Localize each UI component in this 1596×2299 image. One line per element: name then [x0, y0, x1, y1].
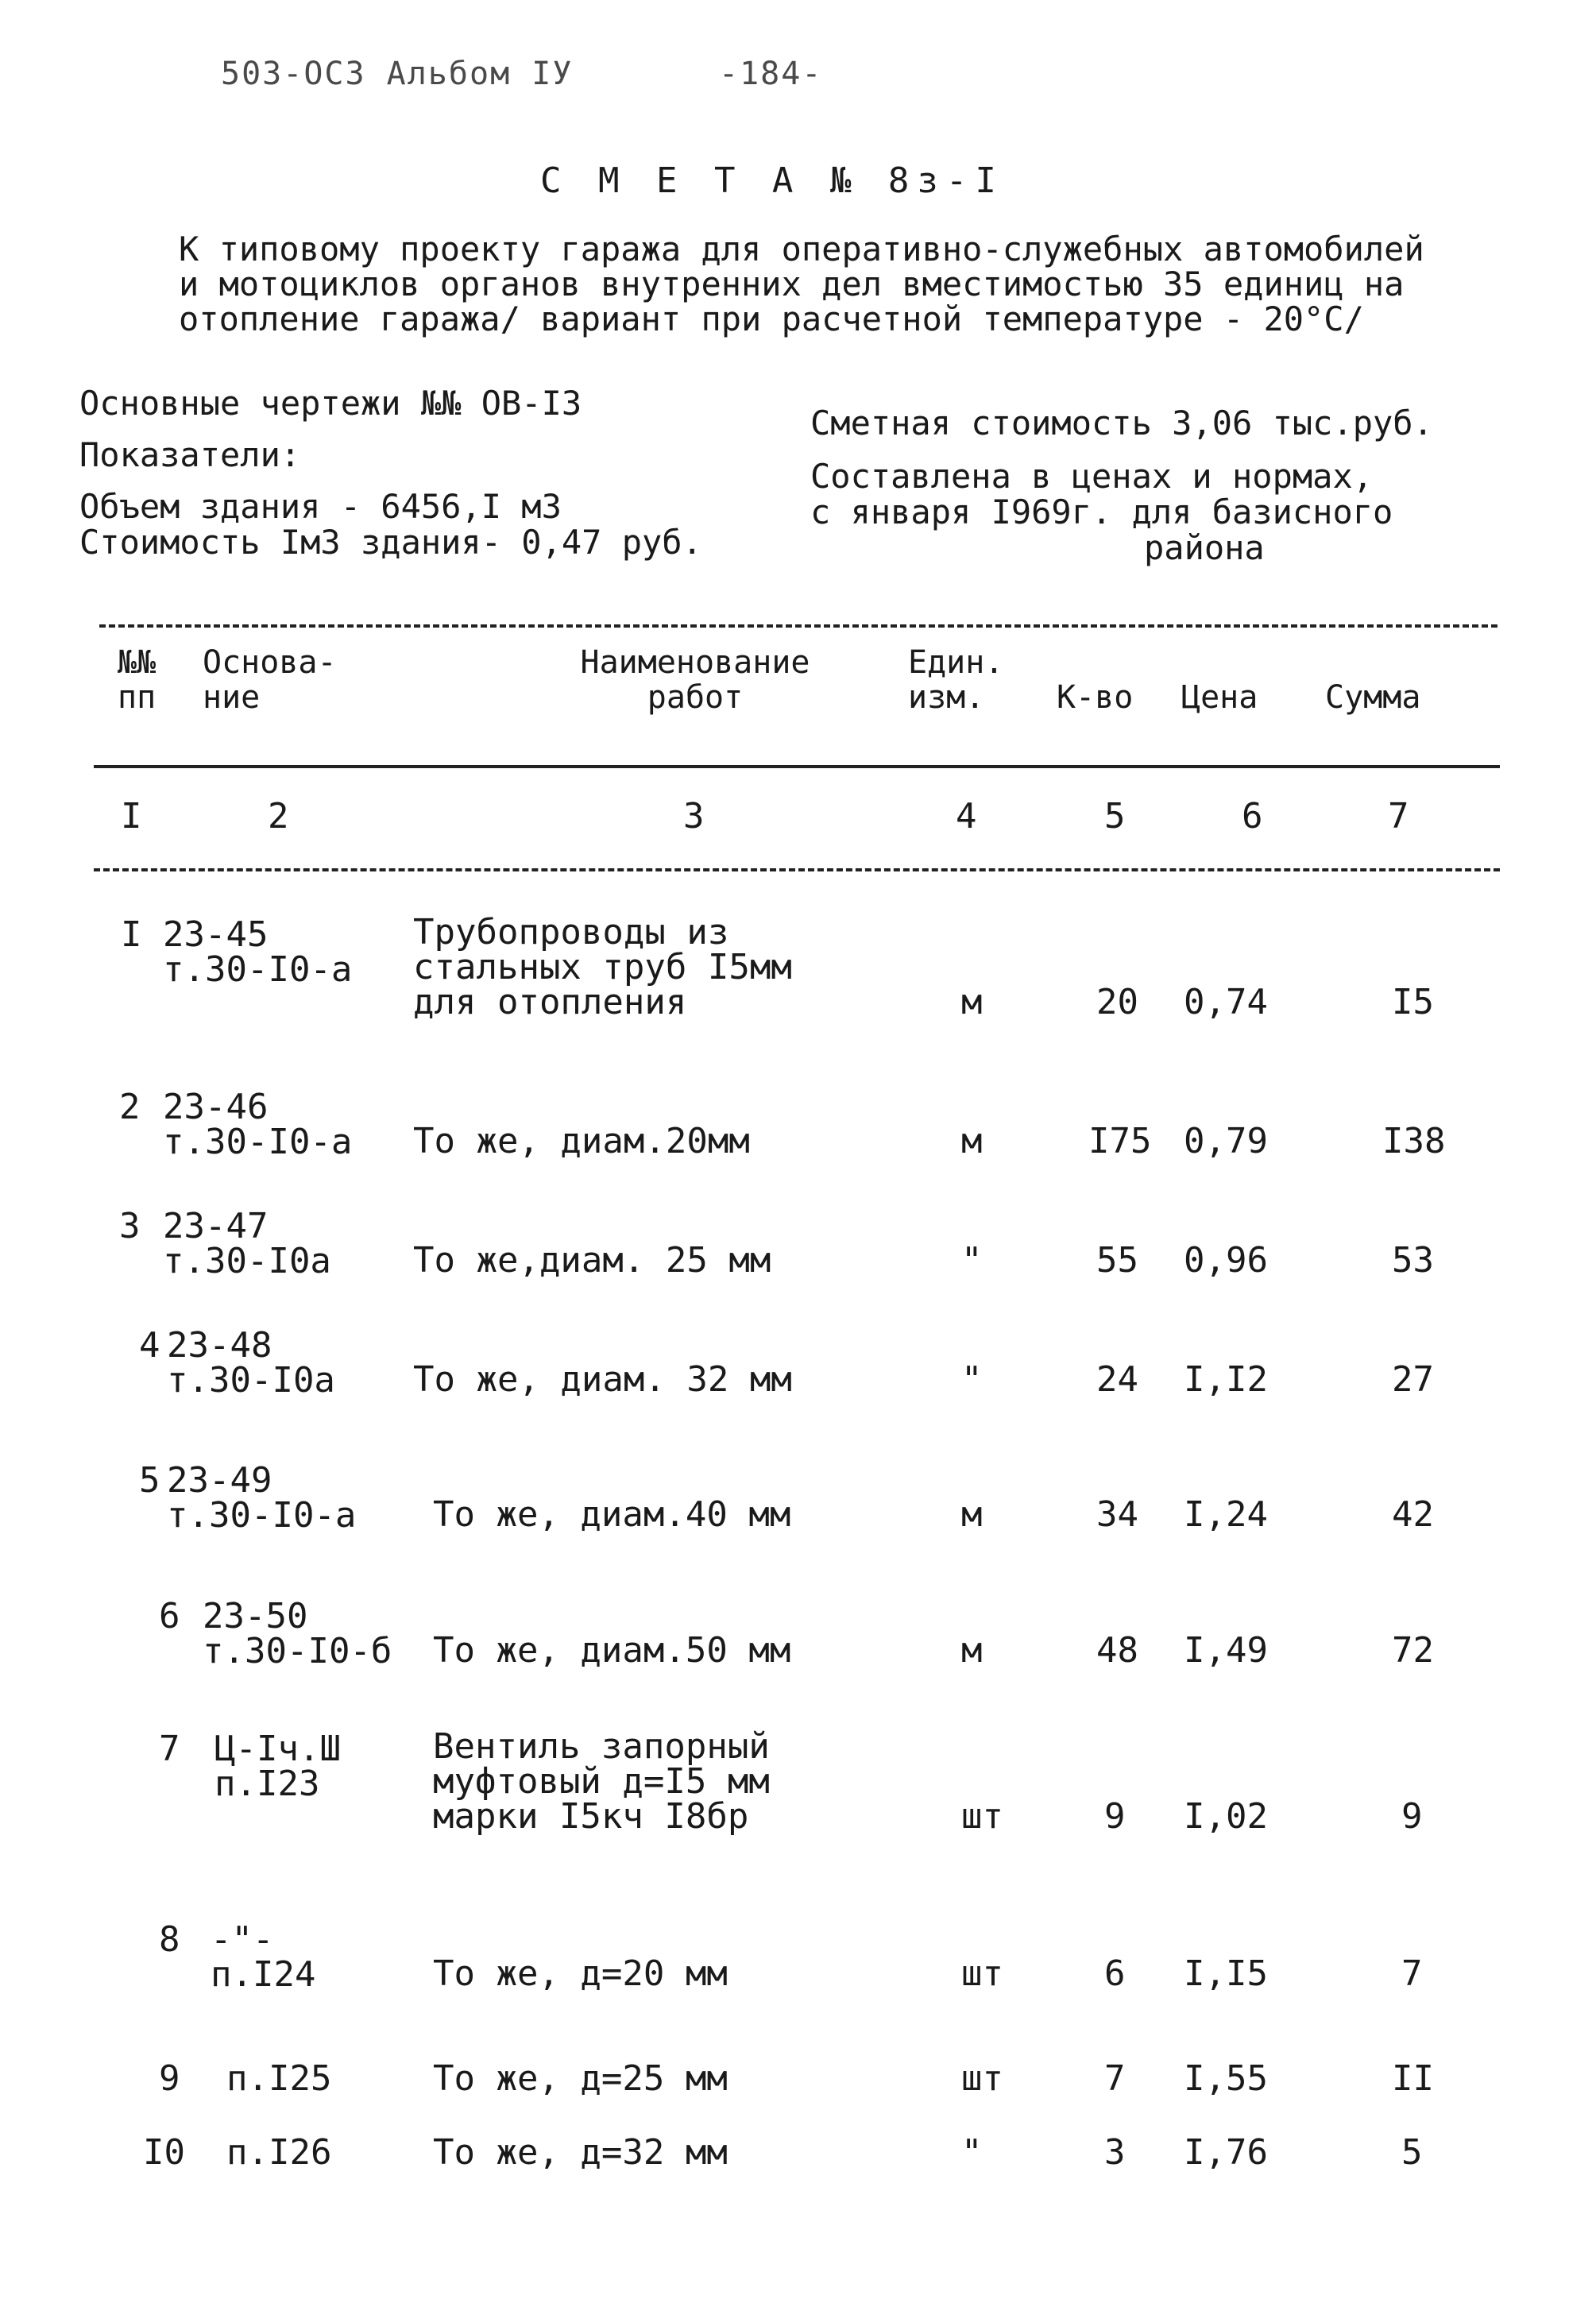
header-name: Наименование работ: [580, 644, 810, 716]
row-basis: 23-49 т.30-I0-а: [167, 1460, 357, 1536]
row-unit: ": [961, 2132, 983, 2173]
row-sum: I38: [1382, 1121, 1446, 1161]
row-unit: шт: [961, 1796, 1003, 1837]
row-sum: II: [1392, 2058, 1434, 2099]
row-name: То же,диам. 25 мм: [413, 1240, 771, 1281]
row-sum: 27: [1392, 1359, 1434, 1400]
row-basis: 23-45 т.30-I0-а: [163, 914, 353, 990]
row-qty: 9: [1104, 1796, 1126, 1837]
row-unit: шт: [961, 1953, 1003, 1994]
row-name: Вентиль запорный муфтовый д=I5 мм марки I5кч I8бр: [433, 1726, 770, 1837]
row-sum: 7: [1401, 1953, 1423, 1994]
page-title: С М Е Т А № 8з-I: [540, 160, 1004, 201]
row-qty: 20: [1096, 982, 1138, 1022]
col-number: 6: [1242, 796, 1263, 837]
header-sum: Сумма: [1325, 679, 1421, 716]
top-note: 503-ОСЗ Альбом IУ: [221, 56, 574, 92]
row-price: I,49: [1184, 1630, 1268, 1671]
cost-per-m3: Стоимость Iм3 здания- 0,47 руб.: [79, 523, 702, 562]
row-qty: 55: [1096, 1240, 1138, 1281]
row-basis: 23-50 т.30-I0-б: [203, 1596, 392, 1671]
row-number: 8: [159, 1919, 180, 1960]
row-basis: 23-47 т.30-I0а: [163, 1206, 331, 1281]
estimated-cost: Сметная стоимость 3,06 тыс.руб.: [810, 404, 1433, 442]
row-name: То же, диам.50 мм: [433, 1630, 791, 1671]
row-number: 7: [159, 1729, 180, 1769]
row-price: 0,74: [1184, 982, 1268, 1022]
building-volume: Объем здания - 6456,I м3: [79, 487, 562, 526]
row-qty: 6: [1104, 1953, 1126, 1994]
row-price: I,24: [1184, 1494, 1268, 1535]
row-number: 2: [119, 1087, 141, 1127]
col-numbers-rule: [94, 868, 1500, 871]
row-number: 5: [139, 1460, 160, 1501]
col-number: 3: [683, 796, 705, 837]
table-top-rule: [99, 624, 1497, 628]
col-number: 5: [1104, 796, 1126, 837]
row-qty: 34: [1096, 1494, 1138, 1535]
row-name: То же, д=32 мм: [433, 2132, 728, 2173]
row-basis: Ц-Iч.Ш п.I23: [214, 1729, 341, 1804]
row-number: 6: [159, 1596, 180, 1636]
row-price: 0,96: [1184, 1240, 1268, 1281]
row-name: Трубопроводы из стальных труб I5мм для отопления: [413, 912, 792, 1022]
row-sum: 5: [1401, 2132, 1423, 2173]
subtitle: К типовому проекту гаража для оперативно-служебных автомобилей и мотоциклов органов внутренних дел вместимостью 35 единиц на отопление гаража/ вариант при расчетной температуре - 20°С/: [179, 230, 1424, 338]
row-sum: 42: [1392, 1494, 1434, 1535]
col-number: 4: [956, 796, 977, 837]
row-sum: 72: [1392, 1630, 1434, 1671]
row-unit: м: [961, 1630, 983, 1671]
header-bottom-rule: [94, 765, 1500, 768]
header-number: №№ пп: [118, 644, 157, 716]
row-basis: 23-48 т.30-I0а: [167, 1325, 335, 1401]
row-number: I0: [143, 2132, 185, 2173]
row-unit: ": [961, 1240, 983, 1281]
col-number: 2: [268, 796, 289, 837]
header-qty: К-во: [1057, 679, 1134, 716]
row-unit: м: [961, 1494, 983, 1535]
prices-line-3: района: [1144, 528, 1265, 567]
row-price: I,76: [1184, 2132, 1268, 2173]
row-sum: I5: [1392, 982, 1434, 1022]
row-number: 3: [119, 1206, 141, 1246]
row-qty: 7: [1104, 2058, 1126, 2099]
row-qty: I75: [1088, 1121, 1152, 1161]
col-number: 7: [1388, 796, 1409, 837]
page-number: -184-: [719, 56, 823, 92]
row-qty: 24: [1096, 1359, 1138, 1400]
row-price: I,I5: [1184, 1953, 1268, 1994]
row-price: I,02: [1184, 1796, 1268, 1837]
row-number: 4: [139, 1325, 160, 1366]
row-unit: шт: [961, 2058, 1003, 2099]
header-price: Цена: [1181, 679, 1258, 716]
row-sum: 9: [1401, 1796, 1423, 1837]
row-unit: ": [961, 1359, 983, 1400]
row-name: То же, диам.40 мм: [433, 1494, 791, 1535]
row-unit: м: [961, 982, 983, 1022]
row-number: I: [121, 914, 142, 955]
drawings-ref: Основные чертежи №№ ОВ-I3: [79, 384, 582, 423]
row-basis: п.I26: [226, 2132, 332, 2173]
row-number: 9: [159, 2058, 180, 2099]
row-price: 0,79: [1184, 1121, 1268, 1161]
row-basis: п.I25: [226, 2058, 332, 2099]
row-sum: 53: [1392, 1240, 1434, 1281]
header-basis: Основа- ние: [203, 644, 337, 716]
prices-line-2: с января I969г. для базисного: [810, 493, 1393, 531]
row-price: I,I2: [1184, 1359, 1268, 1400]
row-qty: 3: [1104, 2132, 1126, 2173]
row-name: То же, диам. 32 мм: [413, 1359, 792, 1400]
row-unit: м: [961, 1121, 983, 1161]
row-name: То же, диам.20мм: [413, 1121, 750, 1161]
header-unit: Един. изм.: [908, 644, 1004, 716]
row-name: То же, д=20 мм: [433, 1953, 728, 1994]
row-qty: 48: [1096, 1630, 1138, 1671]
prices-line-1: Составлена в ценах и нормах,: [810, 457, 1374, 496]
row-basis: -"- п.I24: [211, 1919, 316, 1995]
row-price: I,55: [1184, 2058, 1268, 2099]
col-number: I: [121, 796, 142, 837]
row-basis: 23-46 т.30-I0-а: [163, 1087, 353, 1162]
row-name: То же, д=25 мм: [433, 2058, 728, 2099]
indicators-label: Показатели:: [79, 435, 301, 474]
